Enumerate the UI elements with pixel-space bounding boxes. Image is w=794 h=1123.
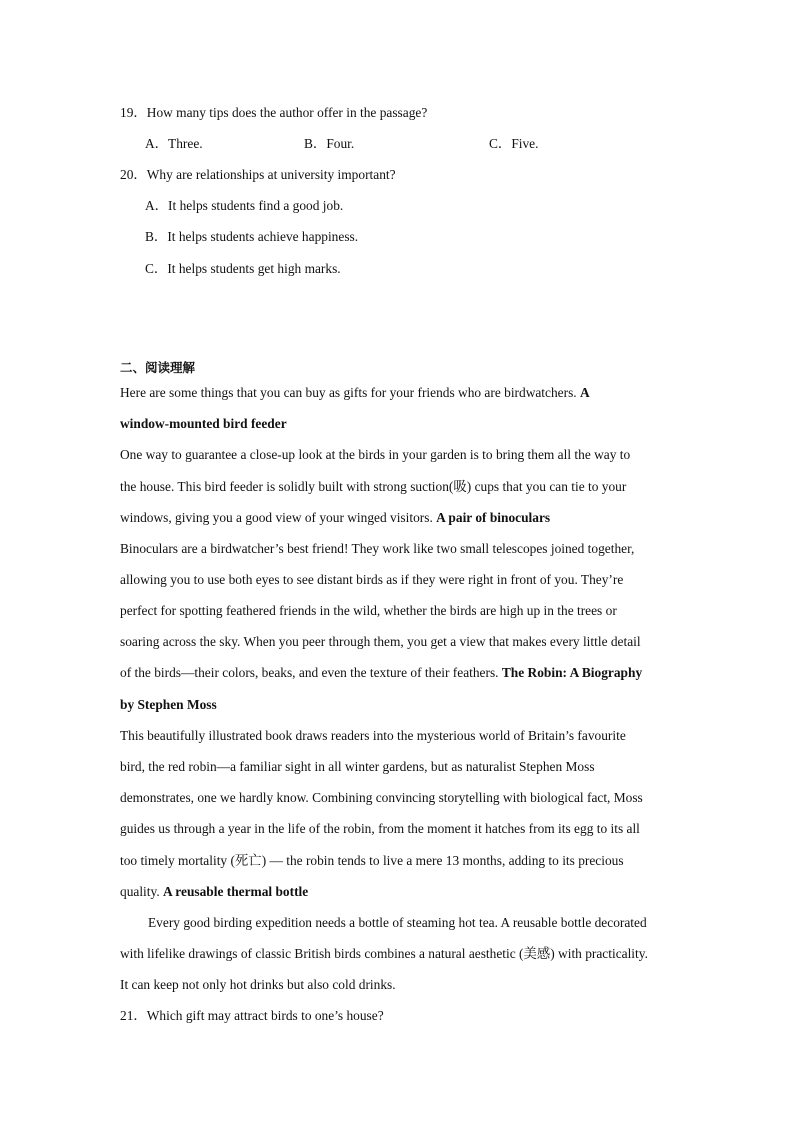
passage-line: the house. This bird feeder is solidly built with strong suction(吸) cups that you can tie to your (120, 479, 627, 494)
passage-text: Here are some things that you can buy as gifts for your friends who are birdwatchers. (120, 385, 580, 400)
passage-line (120, 510, 550, 526)
question-19-stem: 19．How many tips does the author offer in the passage? (120, 105, 428, 120)
passage-line (120, 884, 308, 900)
passage-line: One way to guarantee a close-up look at the birds in your garden is to bring them all the way to (120, 447, 631, 462)
question-19-option-c: C．Five. (489, 136, 539, 151)
section-heading: 二、阅读理解 (120, 360, 196, 375)
passage-line: with lifelike drawings of classic British birds combines a natural aesthetic (美感) with practicality. (120, 946, 648, 961)
question-19-option-b: B．Four. (304, 136, 355, 151)
question-20-option-c: C．It helps students get high marks. (145, 261, 341, 276)
subheading-robin-book: The Robin: A Biography (501, 665, 643, 680)
passage-line: too timely mortality (死亡) — the robin tends to live a mere 13 months, adding to its precious (120, 853, 624, 868)
passage-line: This beautifully illustrated book draws readers into the mysterious world of Britain’s favourite (120, 728, 626, 743)
passage-line: It can keep not only hot drinks but also cold drinks. (120, 977, 396, 992)
subheading-binoculars: A pair of binoculars (436, 510, 551, 525)
passage-line (120, 665, 642, 681)
passage-line (120, 385, 590, 401)
question-20-option-b: B．It helps students achieve happiness. (145, 229, 359, 244)
question-20-option-a: A．It helps students find a good job. (145, 198, 344, 213)
passage-line: demonstrates, one we hardly know. Combining convincing storytelling with biological fact, Moss (120, 790, 643, 805)
question-20-stem: 20．Why are relationships at university important? (120, 167, 396, 182)
subheading-robin-book-author: by Stephen Moss (120, 697, 217, 712)
passage-line: Binoculars are a birdwatcher’s best friend! They work like two small telescopes joined together, (120, 541, 635, 556)
passage-line: perfect for spotting feathered friends in the wild, whether the birds are high up in the trees or (120, 603, 617, 618)
question-21-stem: 21．Which gift may attract birds to one’s house? (120, 1008, 384, 1023)
passage-line: bird, the red robin—a familiar sight in all winter gardens, but as naturalist Stephen Moss (120, 759, 595, 774)
passage-text: quality. (120, 884, 164, 899)
passage-text: of the birds—their colors, beaks, and even the texture of their feathers. (120, 665, 502, 680)
subheading-fragment: A (579, 385, 590, 400)
passage-line: Every good birding expedition needs a bottle of steaming hot tea. A reusable bottle decorated (148, 915, 647, 930)
subheading-thermal-bottle: A reusable thermal bottle (163, 884, 309, 899)
passage-line: soaring across the sky. When you peer through them, you get a view that makes every little detail (120, 634, 641, 649)
question-19-option-a: A．Three. (145, 136, 203, 151)
passage-line: allowing you to use both eyes to see distant birds as if they were right in front of you. They’re (120, 572, 624, 587)
passage-line: guides us through a year in the life of the robin, from the moment it hatches from its egg to its all (120, 821, 640, 836)
subheading-bird-feeder: window-mounted bird feeder (120, 416, 287, 431)
passage-text: windows, giving you a good view of your winged visitors. (120, 510, 437, 525)
